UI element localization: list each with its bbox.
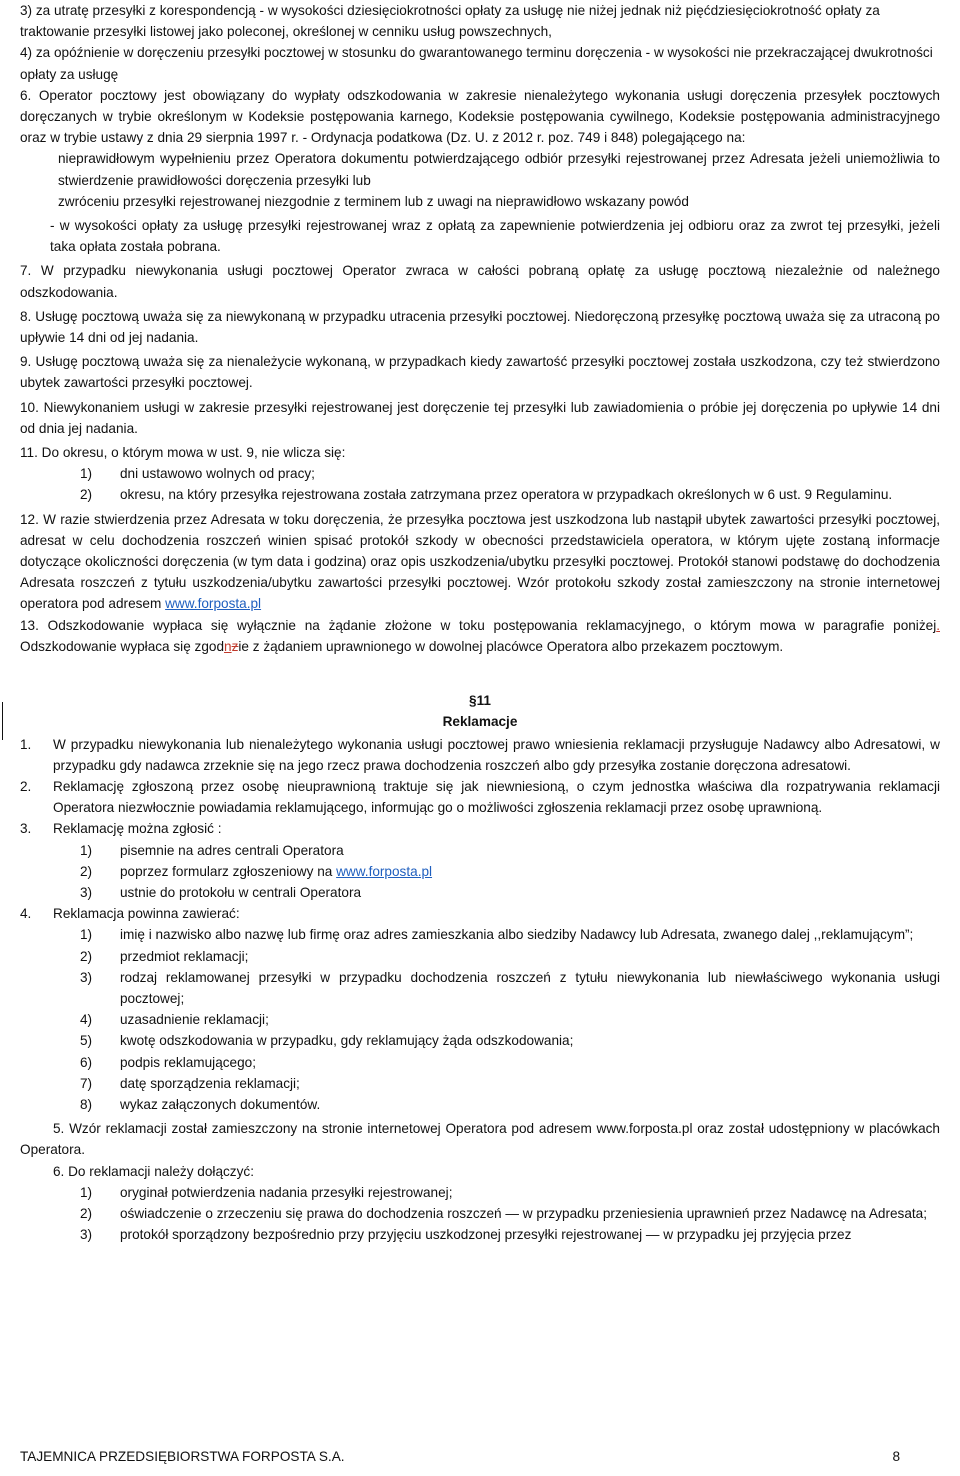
paragraph-6-item-2: zwróceniu przesyłki rejestrowanej niezgodnie z terminem lub z uwagi na nieprawidłowo wskazany powód (58, 193, 689, 209)
document-body (20, 0, 940, 1245)
tracked-insertion: . (936, 617, 940, 633)
reklamacje-item-1: 1. W przypadku niewykonania lub nienależytego wykonania usługi pocztowej prawo wniesienia reklamacji przysługuje Nadawcy albo Adresatowi, w przypadku gdy nadawca zrzeknie się na jego rzecz prawa dochodzenia roszczeń albo gdy przesyłka zostanie doręczona adresatowi. (20, 736, 940, 773)
section-number: §11 (469, 693, 491, 709)
paragraph-11-item-2: 2) okresu, na który przesyłka rejestrowana została zatrzymana przez operatora w przypadkach określonych w 6 ust. 9 Regulaminu. (80, 487, 893, 503)
reklamacje-6-sub-1: 1) oryginał potwierdzenia nadania przesyłki rejestrowanej; (80, 1184, 453, 1200)
reklamacje-4-sub-4: 4) uzasadnienie reklamacji; (80, 1012, 269, 1028)
reklamacje-6-sub-3: 3) protokół sporządzony bezpośrednio przy przyjęciu uszkodzonej przesyłki rejestrowanej — w przypadku jej przyjęcia przez (80, 1227, 852, 1243)
reklamacje-3-sub-3: 3) ustnie do protokołu w centrali Operatora (80, 884, 362, 900)
paragraph-7: 7. W przypadku niewykonania usługi pocztowej Operator zwraca w całości pobraną opłatę za usługę pocztową niezależnie od należnego odszkodowania. (20, 263, 940, 300)
reklamacje-item-2: 2. Reklamację zgłoszoną przez osobę nieuprawnioną traktuje się jak niewniesioną, o czym jednostka właściwa dla rozpatrywania reklamacji Operatora niezwłocznie powiadamia reklamującego, informując go o możliwości zgłoszenia reklamacji przez osobę uprawnioną. (20, 778, 940, 816)
reklamacje-4-sub-7: 7) datę sporządzenia reklamacji; (80, 1075, 300, 1091)
reklamacje-4-sub-6: 6) podpis reklamującego; (80, 1054, 257, 1070)
paragraph-13: 13. Odszkodowanie wypłaca się wyłącznie na żądanie złożone w toku postępowania reklamacyjnego, o którym mowa w paragrafie poniżej. Odszkodowanie wypłaca się zgodnzie z żądaniem uprawnionego w dowolnej placówce Operatora albo przekazem pocztowym. (20, 617, 940, 654)
paragraph-6: 6. Operator pocztowy jest obowiązany do wypłaty odszkodowania w zakresie nienależytego wykonania usługi doręczenia przesyłek pocztowych doręczanych w trybie określonym w Kodeksie postępowania karnego, Kodeksie postępowania cywilnego, Kodeksie postępowania administracyjnego oraz w trybie ustawy z dnia 29 sierpnia 1997 r. - Ordynacja podatkowa (Dz. U. z 2012 r. poz. 749 i 848) polegającego na: (20, 87, 940, 146)
reklamacje-4-sub-8: 8) wykaz załączonych dokumentów. (80, 1096, 321, 1112)
paragraph-3: 3) za utratę przesyłki z korespondencją - w wysokości dziesięciokrotności opłaty za usługę nie niżej jednak niż pięćdziesięciokrotność opłaty za traktowanie przesyłki listowej jako poleconej, określonej w cenniku usług powszechnych, (20, 3, 880, 40)
reklamacje-3-sub-1: 1) pisemnie na adres centrali Operatora (80, 842, 344, 858)
reklamacje-6-sub-2: 2) oświadczenie o zrzeczeniu się prawa do dochodzenia roszczeń — w przypadku przeniesienia uprawnień przez Nadawcę na Adresata; (80, 1205, 928, 1221)
reklamacje-4-sub-5: 5) kwotę odszkodowania w przypadku, gdy reklamujący żąda odszkodowania; (80, 1033, 574, 1049)
footer-company: TAJEMNICA PRZEDSIĘBIORSTWA FORPOSTA S.A. (20, 1449, 345, 1464)
paragraph-6-dash: - w wysokości opłaty za usługę przesyłki rejestrowanej wraz z opłatą za zapewnienie potwierdzenia jej odbioru oraz za zwrot tej przesyłki, jeżeli taka opłata została pobrana. (50, 218, 940, 255)
page-number: 8 (892, 1449, 900, 1464)
reklamacje-item-4: 4. Reklamacja powinna zawierać: (20, 906, 240, 922)
page-footer (20, 1449, 900, 1464)
paragraph-9: 9. Usługę pocztową uważa się za nienależycie wykonaną, w przypadkach kiedy zawartość przesyłki pocztowej została uszkodzona, czy też stwierdzono ubytek zawartości przesyłki pocztowej. (20, 354, 940, 391)
tracked-deletion: z (231, 638, 239, 654)
reklamacje-4-sub-1: 1) imię i nazwisko albo nazwę lub firmę oraz adres zamieszkania albo siedziby Nadawcy lub Adresata, zwanego dalej ,,reklamującym”; (80, 927, 914, 943)
paragraph-8: 8. Usługę pocztową uważa się za niewykonaną w przypadku utracenia przesyłki pocztowej. Niedoręczoną przesyłkę pocztową uważa się za utraconą po upływie 14 dni od jej nadania. (20, 308, 940, 346)
paragraph-6-item-1: nieprawidłowym wypełnieniu przez Operatora dokumentu potwierdzającego odbiór przesyłki rejestrowanej przez Adresata jeżeli uniemożliwia to stwierdzenie prawidłowości doręczenia przesyłki lub (58, 151, 940, 188)
paragraph-11-item-1: 1) dni ustawowo wolnych od pracy; (80, 466, 315, 482)
reklamacje-4-sub-3: 3) rodzaj reklamowanej przesyłki w przypadku dochodzenia roszczeń z tytułu niewykonania lub niewłaściwego wykonania usługi pocztowej; (80, 969, 940, 1006)
revision-change-bar (2, 702, 3, 740)
reklamacje-item-3: 3. Reklamację można zgłosić : (20, 821, 222, 837)
forposta-link[interactable]: www.forposta.pl (165, 596, 262, 612)
paragraph-12: 12. W razie stwierdzenia przez Adresata w toku doręczenia, że przesyłka pocztowa jest uszkodzona lub nastąpił ubytek zawartości przesyłki pocztowej, adresat w celu dochodzenia roszczeń winien spisać protokół szkody w obecności przedstawiciela operatora, w którym ujęte zostaną informacje dotyczące okoliczności doręczenia (w tym data i godzina) oraz opis uszkodzenia/ubytku przesyłki pocztowej. Protokół stanowi podstawę do dochodzenia Adresata roszczeń z tytułu uszkodzenia/ubytku zawartości przesyłki pocztowej. Wzór protokołu szkody został zamieszczony na stronie internetowej operatora pod adresem www.forposta.pl (20, 511, 940, 612)
reklamacje-4-sub-2: 2) przedmiot reklamacji; (80, 948, 249, 964)
paragraph-4: 4) za opóźnienie w doręczeniu przesyłki pocztowej w stosunku do gwarantowanego terminu doręczenia - w wysokości nie przekraczającej dwukrotności opłaty za usługę (20, 45, 933, 82)
reklamacje-item-6: 6. Do reklamacji należy dołączyć: (53, 1163, 254, 1179)
forposta-form-link[interactable]: www.forposta.pl (336, 863, 433, 879)
paragraph-10: 10. Niewykonaniem usługi w zakresie przesyłki rejestrowanej jest doręczenie tej przesyłki lub zawiadomienia o próbie jej doręczenia po upływie 14 dni od dnia jej nadania. (20, 399, 940, 436)
section-title: Reklamacje (442, 714, 518, 730)
tracked-insertion: n (224, 638, 232, 654)
paragraph-11: 11. Do okresu, o którym mowa w ust. 9, nie wlicza się: (20, 445, 346, 461)
reklamacje-3-sub-2: 2) poprzez formularz zgłoszeniowy na www.forposta.pl (80, 863, 433, 879)
reklamacje-item-5: 5. Wzór reklamacji został zamieszczony na stronie internetowej Operatora pod adresem www.forposta.pl oraz został udostępniony w placówkach Operatora. (20, 1121, 940, 1158)
